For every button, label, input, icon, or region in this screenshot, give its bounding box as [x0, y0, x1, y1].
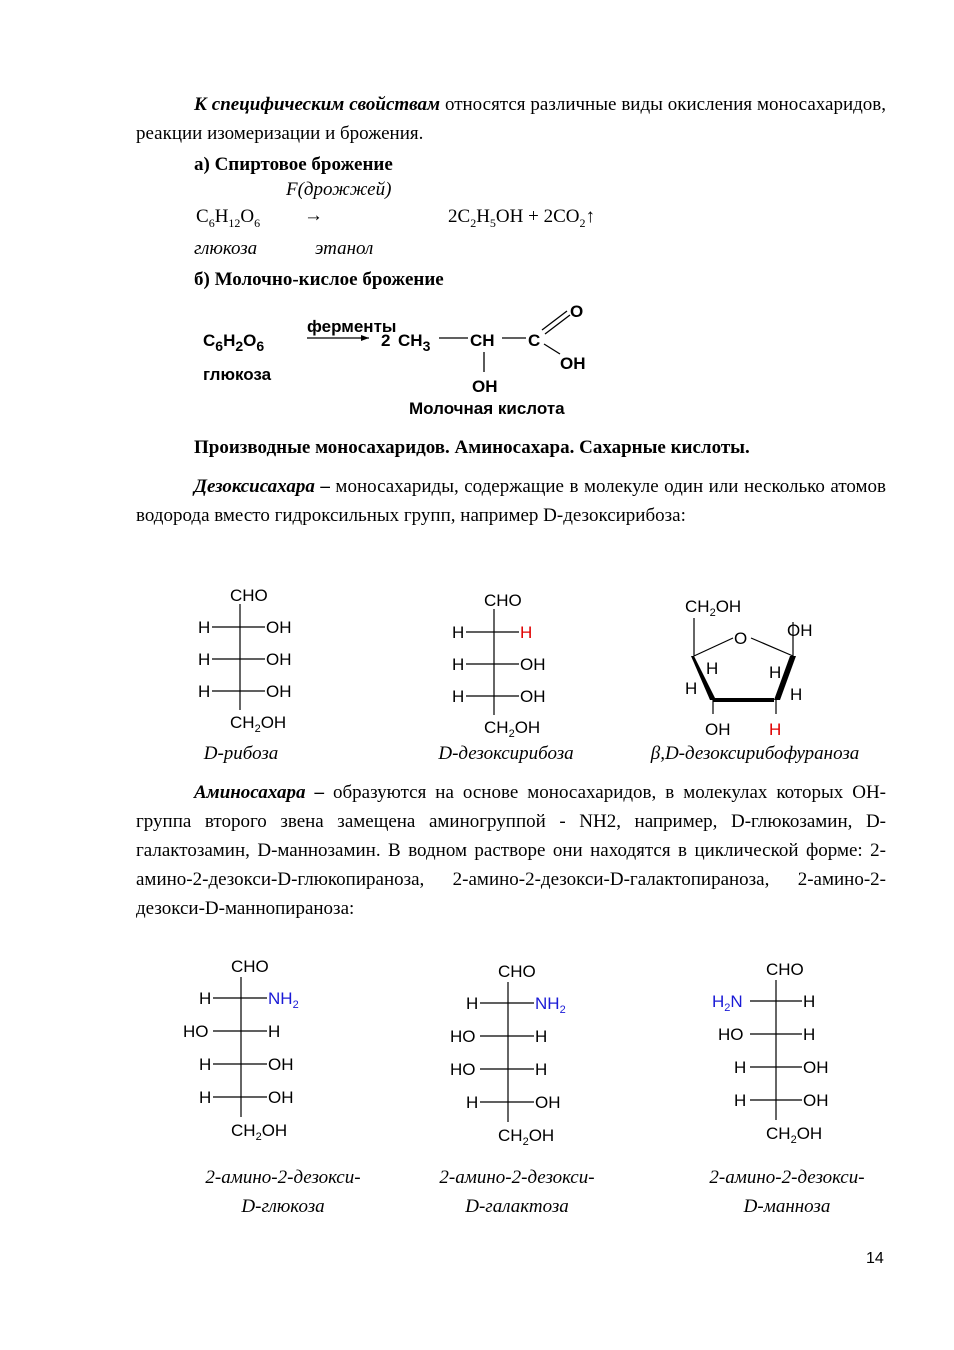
caption-ribose: D-рибоза — [203, 743, 279, 764]
svg-text:H: H — [734, 1058, 747, 1077]
svg-text:H: H — [685, 679, 698, 698]
lactic-reactant: $C_6H_2O_6$ — [203, 331, 265, 354]
svg-text:OH: OH — [535, 1093, 561, 1112]
svg-text:H: H — [198, 618, 211, 637]
intro-text: относятся различные виды окисления моносахаридов, реакции изомеризации и брожения. — [136, 94, 887, 144]
svg-text:H: H — [535, 1027, 548, 1046]
lactic-ch: CH — [470, 331, 495, 350]
svg-text:HO: HO — [718, 1025, 744, 1044]
svg-text:H: H — [803, 1025, 816, 1044]
lactic-oh-acid: OH — [560, 354, 586, 373]
svg-text:HO: HO — [183, 1022, 209, 1041]
alcohol-reactant: $C_6H_{12}O_6$ — [196, 206, 261, 230]
lactic-coef: 2 — [381, 331, 391, 350]
svg-text:OH: OH — [266, 650, 292, 669]
page-number: 14 — [866, 1250, 884, 1267]
svg-text:H: H — [452, 623, 465, 642]
fischer-glucosamine — [175, 950, 325, 1155]
svg-text:H: H — [535, 1060, 548, 1079]
svg-text:CHO: CHO — [231, 957, 269, 976]
lactic-c: C — [528, 331, 541, 350]
intro-paragraph — [136, 90, 886, 148]
alcohol-heading: а) Спиртовое брожение — [194, 154, 393, 175]
fischer-galactosamine — [442, 955, 592, 1160]
fischer-mannosamine — [708, 953, 858, 1158]
svg-text:H: H — [790, 685, 803, 704]
amino-text: образуются на основе моносахаридов, в молекулах которых OH-группа второго звена замещена аминогруппой - NH2, например, D-глюкозамин, D-галактозамин, D-маннозамин. В водном растворе они находятся в циклической форме: 2-амино-2-дезокси-D-глюкопираноза, 2-амино-2-дезокси-D-галактопираноза, 2-амино-2-дезокси-D-маннопираноза: — [136, 782, 886, 919]
svg-text:OH: OH — [705, 720, 731, 739]
haworth-furanose — [676, 590, 826, 750]
svg-text:CH2OH: $CH_2OH$ — [231, 1121, 288, 1143]
galactosamine-nh2: $NH_2$ — [535, 994, 566, 1016]
lactic-oh-alpha: OH — [472, 377, 498, 396]
svg-text:H: H — [706, 659, 719, 678]
svg-text:H: H — [199, 1055, 212, 1074]
caption-deoxyribose: D-дезоксирибоза — [438, 743, 574, 764]
svg-text:OH: OH — [266, 618, 292, 637]
svg-text:OH: OH — [803, 1058, 829, 1077]
svg-text:OH: OH — [268, 1055, 294, 1074]
caption-galactosamine: 2-амино-2-дезокси- D-галактоза — [439, 1167, 595, 1217]
lactic-ch3: $CH_3$ — [398, 331, 431, 354]
svg-text:H: H — [466, 1093, 479, 1112]
svg-text:OH: OH — [268, 1088, 294, 1107]
alcohol-catalyst: F(дрожжей) — [286, 179, 392, 200]
furanose-red-h: H — [769, 720, 782, 739]
lactic-enzymes: ферменты — [307, 317, 397, 336]
svg-text:H: H — [452, 687, 465, 706]
svg-text:H: H — [199, 989, 212, 1008]
alcohol-products: $2C_2H_5OH$ + $2CO_2↑$ — [448, 206, 595, 230]
svg-text:CH2OH: $CH_2OH$ — [498, 1126, 555, 1148]
fischer-ribose — [190, 580, 310, 745]
svg-text:H: H — [452, 655, 465, 674]
svg-text:H: H — [769, 663, 782, 682]
deoxy-text: моносахариды, содержащие в молекуле один или несколько атомов водорода вместо гидроксильных групп, например D-дезоксирибоза: — [136, 476, 887, 526]
ribose-top: CHO — [230, 586, 268, 605]
lactic-equation — [195, 296, 615, 429]
intro-lead: К специфическим свойствам — [194, 94, 441, 115]
fischer-deoxyribose — [444, 585, 564, 750]
svg-text:OH: OH — [787, 621, 813, 640]
svg-text:H: H — [803, 992, 816, 1011]
svg-text:OH: OH — [520, 655, 546, 674]
svg-text:H: H — [734, 1091, 747, 1110]
svg-text:H: H — [198, 650, 211, 669]
svg-text:CHO: CHO — [766, 960, 804, 979]
svg-text:OH: OH — [520, 687, 546, 706]
deoxy-paragraph: Дезоксисахара – моносахариды, содержащие в молекуле один или несколько атомов водорода вместо гидроксильных групп, например D-дезоксирибоза: — [136, 476, 887, 526]
amino-term: Аминосахара — [194, 782, 306, 803]
amino-paragraph: Аминосахара – образуются на основе моносахаридов, в молекулах которых OH-группа второго звена замещена аминогруппой - NH2, например, D-глюкозамин, D-галактозамин, D-маннозамин. В водном растворе они находятся в циклической форме: 2-амино-2-дезокси-D-глюкопираноза, 2-амино-2-дезокси-D-галактопираноза, 2-амино-2-дезокси-D-маннопираноза: — [136, 782, 886, 919]
svg-text:HO: HO — [450, 1027, 476, 1046]
lactic-o: O — [570, 302, 584, 321]
mannosamine-h2n: $H_2N$ — [712, 992, 743, 1014]
glucosamine-nh2: $NH_2$ — [268, 989, 299, 1011]
lactic-heading: б) Молочно-кислое брожение — [194, 269, 444, 290]
svg-text:CH2OH: $CH_2OH$ — [766, 1124, 823, 1146]
svg-text:CHO: CHO — [484, 591, 522, 610]
alcohol-arrow: → — [304, 205, 323, 226]
svg-text:H: H — [268, 1022, 281, 1041]
alcohol-label-ethanol: этанол — [315, 238, 374, 259]
svg-text:CH2OH: $CH_2OH$ — [685, 597, 742, 619]
svg-text:O: O — [734, 629, 748, 648]
deoxyribose-red-h: H — [520, 623, 533, 642]
caption-glucosamine: 2-амино-2-дезокси- D-глюкоза — [205, 1167, 361, 1217]
caption-mannosamine: 2-амино-2-дезокси- D-манноза — [709, 1167, 865, 1217]
lactic-label-product: Молочная кислота — [409, 399, 565, 418]
ribose-bottom: $CH_2OH$ — [230, 713, 287, 735]
lactic-label-glucose: глюкоза — [203, 365, 272, 384]
svg-text:CHO: CHO — [498, 962, 536, 981]
svg-text:OH: OH — [266, 682, 292, 701]
svg-text:H: H — [466, 994, 479, 1013]
caption-furanose: β,D-дезоксирибофураноза — [650, 743, 860, 764]
svg-text:H: H — [198, 682, 211, 701]
alcohol-label-glucose: глюкоза — [194, 238, 258, 259]
svg-text:H: H — [199, 1088, 212, 1107]
deoxy-term: Дезоксисахара — [194, 476, 315, 497]
svg-text:CH2OH: $CH_2OH$ — [484, 718, 541, 740]
svg-text:HO: HO — [450, 1060, 476, 1079]
section-title: Производные моносахаридов. Аминосахара. Сахарные кислоты. — [194, 437, 750, 458]
svg-text:OH: OH — [803, 1091, 829, 1110]
